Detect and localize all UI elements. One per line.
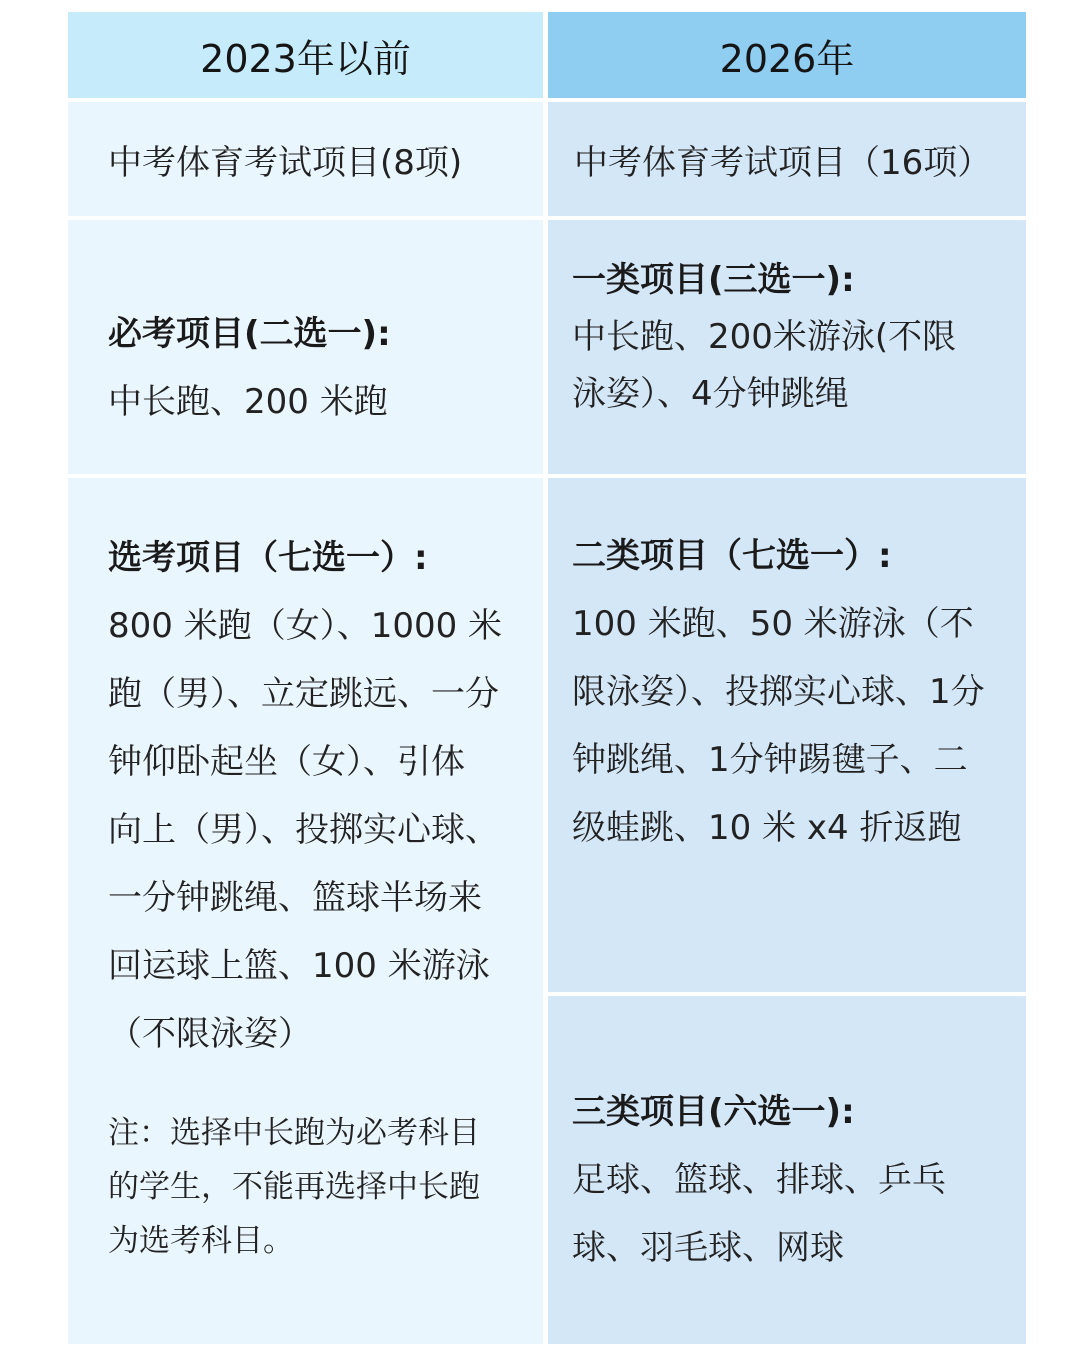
elective-line: 一分钟跳绳、篮球半场来 — [108, 878, 482, 918]
subheader-left-label: 中考体育考试项目(8项) — [108, 142, 463, 183]
required-title: 必考项目(二选一): — [108, 314, 391, 354]
category-3-title: 三类项目(六选一): — [572, 1092, 855, 1132]
elective-line: 钟仰卧起坐（女）、引体 — [108, 742, 465, 782]
note-line: 的学生，不能再选择中长跑 — [108, 1169, 480, 1205]
category-3-section — [548, 996, 1026, 1344]
header-left-label: 2023年以前 — [200, 36, 411, 81]
category-2-section — [548, 478, 1026, 992]
category-1-title: 一类项目(三选一): — [572, 260, 855, 300]
elective-line: 800 米跑（女）、1000 米 — [108, 606, 503, 646]
elective-section — [68, 478, 543, 1344]
category-3-line: 球、羽毛球、网球 — [572, 1228, 844, 1268]
elective-line: 向上（男）、投掷实心球、 — [108, 810, 499, 850]
note-block — [108, 1106, 543, 1268]
header-right-cell — [548, 12, 1026, 98]
category-2-line: 级蛙跳、10 米 x4 折返跑 — [572, 808, 962, 848]
required-items: 中长跑、200 米跑 — [108, 382, 388, 422]
header-left-cell — [68, 12, 543, 98]
note-line: 注：选择中长跑为必考科目 — [108, 1115, 480, 1151]
category-1-line: 中长跑、200米游泳(不限 — [572, 317, 957, 357]
elective-title: 选考项目（七选一）: — [108, 538, 428, 578]
required-section — [68, 220, 543, 474]
header-right-label: 2026年 — [719, 36, 855, 81]
category-2-line: 限泳姿）、投掷实心球、1分 — [572, 672, 985, 712]
subheader-right-label: 中考体育考试项目（16项） — [574, 142, 992, 183]
category-2-line: 100 米跑、50 米游泳（不 — [572, 604, 974, 644]
category-3-line: 足球、篮球、排球、乒乓 — [572, 1160, 946, 1200]
elective-line: 回运球上篮、100 米游泳 — [108, 946, 490, 986]
category-2-line: 钟跳绳、1分钟踢毽子、二 — [572, 740, 968, 780]
elective-line: 跑（男）、立定跳远、一分 — [108, 674, 499, 714]
subheader-right-cell — [548, 102, 1026, 216]
category-1-section — [548, 220, 1026, 474]
category-1-line: 泳姿）、4分钟跳绳 — [572, 374, 849, 414]
subheader-left-cell — [68, 102, 543, 216]
category-2-title: 二类项目（七选一）: — [572, 536, 892, 576]
note-line: 为选考科目。 — [108, 1223, 294, 1259]
elective-line: （不限泳姿） — [108, 1014, 312, 1054]
